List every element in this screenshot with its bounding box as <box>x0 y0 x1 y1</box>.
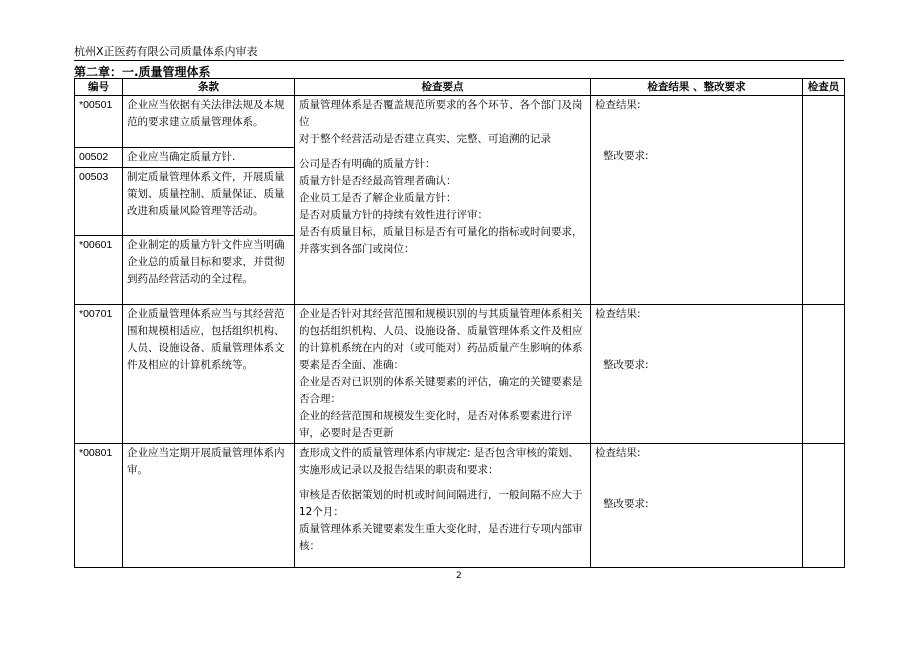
item-code: 00502 <box>75 148 123 168</box>
rectify-label: 整改要求: <box>603 498 649 510</box>
item-clause: 企业应当确定质量方针. <box>123 148 295 168</box>
inspector-cell[interactable] <box>803 444 845 568</box>
document-header: 杭州X正医药有限公司质量体系内审表 <box>74 45 258 58</box>
item-clause: 企业质量管理体系应当与其经营范围和规模相适应，包括组织机构、人员、设施设备、质量管理体系文件及相应的计算机系统等。 <box>123 305 295 444</box>
rectify-label: 整改要求: <box>603 150 649 162</box>
chapter-title: 第二章：一.质量管理体系 <box>74 65 211 79</box>
check-point: 公司是否有明确的质量方针： <box>299 158 436 170</box>
check-point: 质量管理体系是否覆盖规范所要求的各个环节、各个部门及岗位 <box>299 99 583 128</box>
table-row <box>75 96 845 148</box>
check-points <box>295 96 591 305</box>
result-label: 检查结果: <box>595 99 641 111</box>
item-code: *00601 <box>75 236 123 305</box>
check-point: 质量管理体系关键要素发生重大变化时，是否进行专项内部审核： <box>299 523 583 552</box>
item-clause: 企业制定的质量方针文件应当明确企业总的质量目标和要求，并贯彻到药品经营活动的全过程。 <box>123 236 295 305</box>
item-clause: 企业应当依据有关法律法规及本规范的要求建立质量管理体系。 <box>123 96 295 148</box>
check-point: 企业是否对已识别的体系关键要素的评估，确定的关键要素是否合理： <box>299 376 583 405</box>
column-header-clause: 条款 <box>123 79 295 96</box>
audit-table <box>74 78 845 568</box>
result-label: 检查结果: <box>595 308 641 320</box>
check-point: 企业是否针对其经营范围和规模识别的与其质量管理体系相关的包括组织机构、人员、设施设备、质量管理体系文件及相应的计算机系统在内的对（或可能对）药品质量产生影响的体系要素是否全面、准确： <box>299 308 583 371</box>
column-header-result: 检查结果 、整改要求 <box>591 79 803 96</box>
check-points <box>295 305 591 444</box>
item-code: *00501 <box>75 96 123 148</box>
table-header-row <box>75 79 845 96</box>
inspector-cell[interactable] <box>803 96 845 305</box>
check-point: 审核是否依据策划的时机或时间间隔进行，一般间隔不应大于12个月： <box>299 489 583 518</box>
check-points <box>295 444 591 568</box>
page-number: 2 <box>456 571 462 581</box>
column-header-points: 检查要点 <box>295 79 591 96</box>
column-header-code: 编号 <box>75 79 123 96</box>
header-divider <box>74 60 844 61</box>
column-header-inspector: 检查员 <box>803 79 845 96</box>
item-code: *00801 <box>75 444 123 568</box>
check-point: 对于整个经营活动是否建立真实、完整、可追溯的记录 <box>299 133 551 145</box>
item-clause: 制定质量管理体系文件，开展质量策划、质量控制、质量保证、质量改进和质量风险管理等活动。 <box>123 168 295 236</box>
check-point: 质量方针是否经最高管理者确认： <box>299 175 457 187</box>
result-cell[interactable] <box>591 305 803 444</box>
item-clause: 企业应当定期开展质量管理体系内审。 <box>123 444 295 568</box>
check-point: 是否对质量方针的持续有效性进行评审： <box>299 209 488 221</box>
item-code: *00701 <box>75 305 123 444</box>
result-label: 检查结果: <box>595 447 641 459</box>
check-point: 查形成文件的质量管理体系内审规定: 是否包含审核的策划、实施形成记录以及报告结果的职责和要求： <box>299 447 579 476</box>
rectify-label: 整改要求: <box>603 359 649 371</box>
result-cell[interactable] <box>591 444 803 568</box>
table-row <box>75 305 845 444</box>
check-point: 是否有质量目标，质量目标是否有可量化的指标或时间要求，并落实到各部门或岗位： <box>299 226 583 255</box>
item-code: 00503 <box>75 168 123 236</box>
check-point: 企业的经营范围和规模发生变化时，是否对体系要素进行评审，必要时是否更新 <box>299 410 572 439</box>
table-row <box>75 444 845 568</box>
inspector-cell[interactable] <box>803 305 845 444</box>
result-cell[interactable] <box>591 96 803 305</box>
check-point: 企业员工是否了解企业质量方针： <box>299 192 457 204</box>
